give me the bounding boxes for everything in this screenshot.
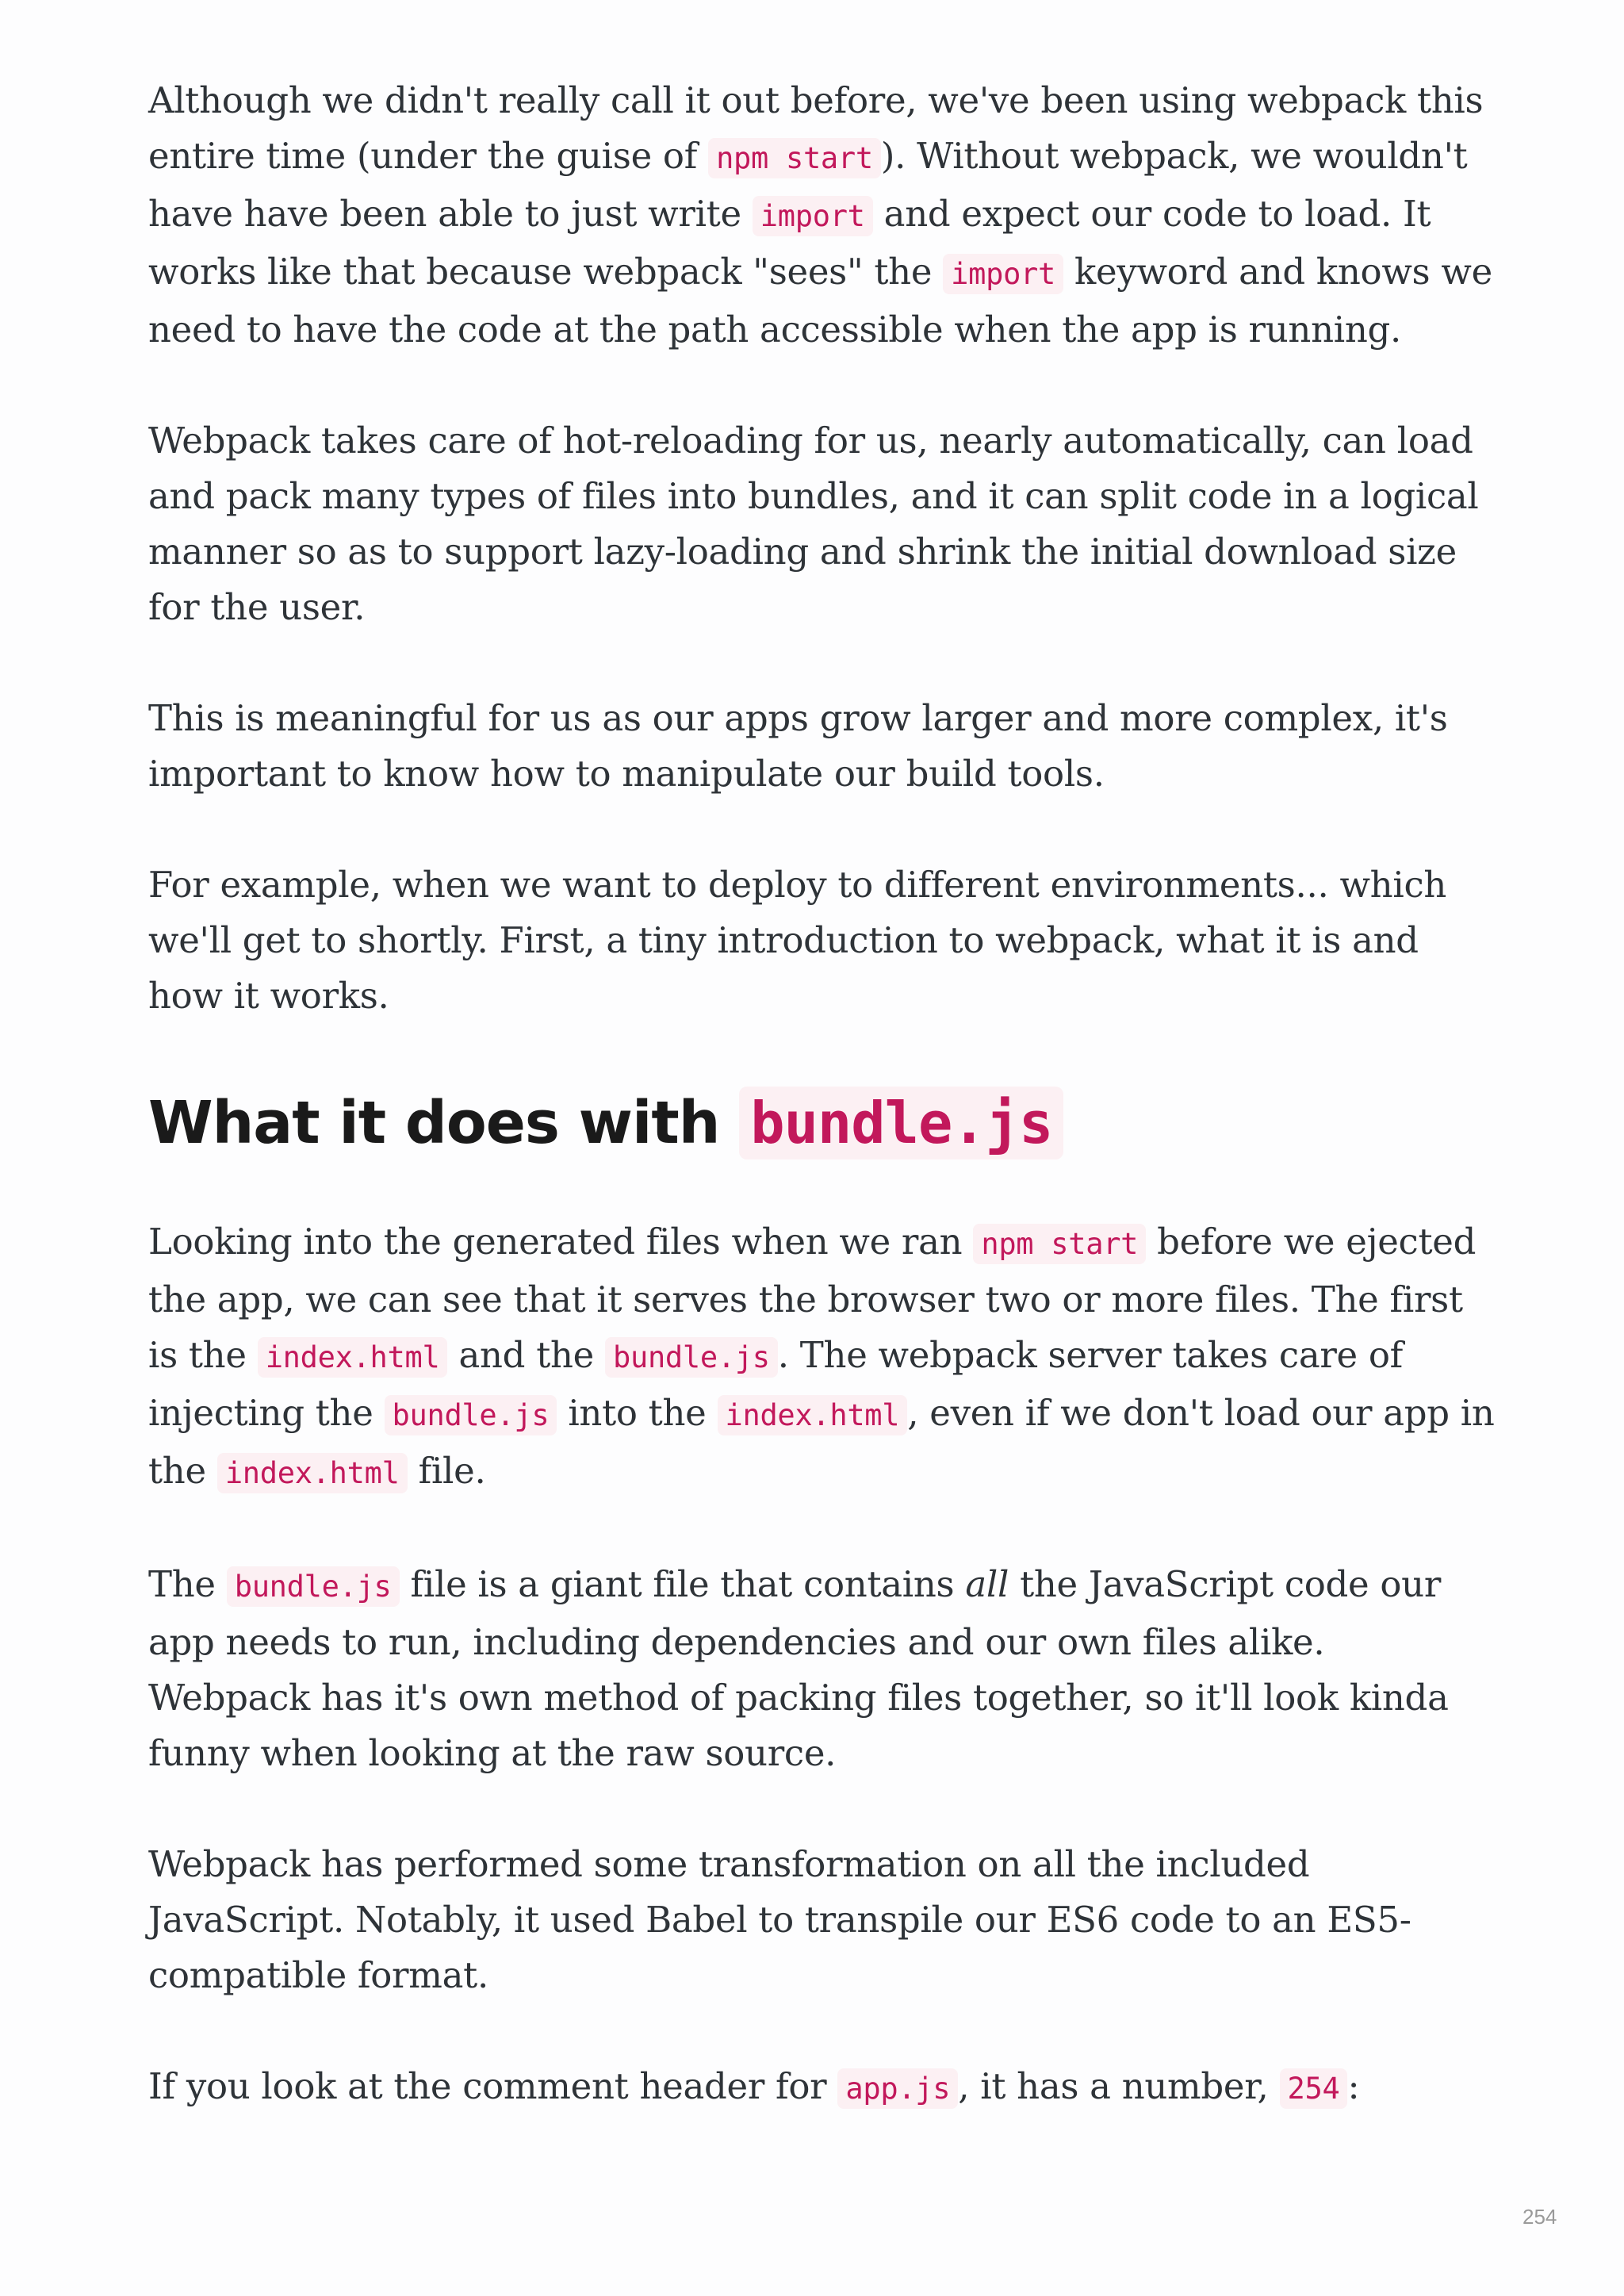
paragraph-hot-reloading: Webpack takes care of hot-reloading for us, nearly automatically, can load and pack many types of files into bundles, and it can split code in a logical manner so as to support lazy-loading and shrink the initial download size for the user. xyxy=(148,420,1479,628)
text-span: ). Without webpack, we wouldn't have have been able to just write xyxy=(148,135,1468,235)
inline-code-index-html: index.html xyxy=(258,1337,448,1378)
text-span: , even if we don't load our app in the xyxy=(148,1392,1495,1492)
text-span: and expect our code to load. It works like that because webpack "sees" the xyxy=(148,193,1431,293)
paragraph-transformation: Webpack has performed some transformation on all the included JavaScript. Notably, it used Babel to transpile our ES6 code to an ES5-compatible format. xyxy=(148,1843,1411,1996)
text-span: keyword and knows we need to have the code at the path accessible when the app is running. xyxy=(148,251,1492,351)
paragraph-comment-header xyxy=(148,2059,1496,2117)
text-span: file. xyxy=(407,1450,486,1492)
text-span: file is a giant file that contains xyxy=(399,1563,966,1605)
text-span: the JavaScript code our app needs to run, including dependencies and our own files alike. Webpack has it's own method of packing files together, so it'll look kinda funny when looking at the raw source. xyxy=(148,1563,1449,1774)
inline-code-bundle-js: bundle.js xyxy=(385,1395,557,1435)
inline-code-index-html: index.html xyxy=(217,1453,408,1493)
inline-code-npm-start: npm start xyxy=(708,138,881,178)
text-span: The xyxy=(148,1563,227,1605)
page-content xyxy=(148,73,1496,2172)
text-span: . The webpack server takes care of injecting the xyxy=(148,1334,1404,1434)
page-number: 254 xyxy=(1522,2205,1557,2229)
text-span: : xyxy=(1347,2065,1360,2107)
text-span: Although we didn't really call it out before, we've been using webpack this entire time (under the guise of xyxy=(148,79,1484,177)
paragraph-generated-files xyxy=(148,1214,1496,1501)
inline-code-bundle-js: bundle.js xyxy=(227,1566,400,1607)
section-heading xyxy=(148,1079,1496,1167)
heading-code: bundle.js xyxy=(739,1087,1063,1159)
text-span: and the xyxy=(447,1334,605,1376)
inline-code-npm-start: npm start xyxy=(973,1224,1146,1264)
paragraph-example: For example, when we want to deploy to different environments... which we'll get to shortly. First, a tiny introduction to webpack, what it is and how it works. xyxy=(148,864,1447,1017)
text-span: If you look at the comment header for xyxy=(148,2065,838,2107)
text-span: , it has a number, xyxy=(958,2065,1280,2107)
emphasis-all: all xyxy=(965,1563,1009,1605)
inline-code-index-html: index.html xyxy=(718,1395,908,1435)
inline-code-import: import xyxy=(943,254,1063,294)
paragraph-bundle-giant-file xyxy=(148,1557,1496,1781)
heading-text: What it does with xyxy=(148,1089,740,1157)
text-span: into the xyxy=(557,1392,718,1434)
text-span: before we ejected the app, we can see that it serves the browser two or more files. The first is the xyxy=(148,1221,1477,1376)
paragraph-meaningful: This is meaningful for us as our apps grow larger and more complex, it's important to know how to manipulate our build tools. xyxy=(148,697,1448,795)
inline-code-app-js: app.js xyxy=(837,2068,958,2109)
inline-code-bundle-js: bundle.js xyxy=(605,1337,778,1378)
paragraph-webpack-intro xyxy=(148,73,1496,358)
inline-code-number: 254 xyxy=(1280,2068,1348,2109)
text-span: Looking into the generated files when we ran xyxy=(148,1221,974,1263)
inline-code-import: import xyxy=(753,196,873,236)
